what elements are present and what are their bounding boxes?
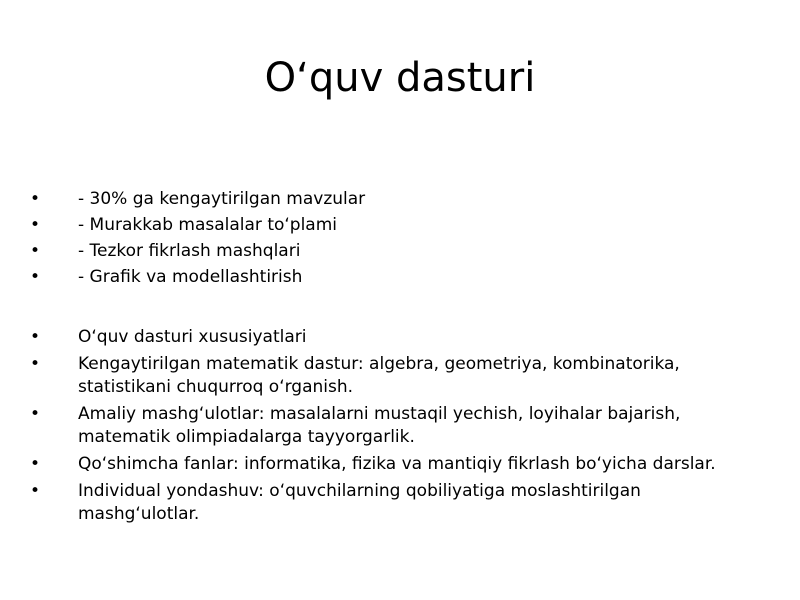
bullet-icon: • <box>30 189 41 209</box>
list-item-text: Kengaytirilgan matematik dastur: algebra, geometriya, kombinatorika, statistikani chuqurroq o‘rganish. <box>78 354 680 397</box>
bullet-icon: • <box>30 454 41 474</box>
list-item <box>0 214 800 237</box>
bullet-icon: • <box>30 241 41 261</box>
list-item-text: O‘quv dasturi xususiyatlari <box>78 327 307 347</box>
list-item <box>0 480 800 526</box>
bullet-list-program-details <box>0 326 800 530</box>
list-item <box>0 453 800 476</box>
bullet-icon: • <box>30 215 41 235</box>
list-item-text: Qo‘shimcha fanlar: informatika, fizika va mantiqiy fikrlash bo‘yicha darslar. <box>78 454 716 474</box>
bullet-list-features <box>0 188 800 292</box>
list-item <box>0 240 800 263</box>
slide-title: O‘quv dasturi <box>264 55 536 101</box>
bullet-icon: • <box>30 327 41 347</box>
list-item-text: - Grafik va modellashtirish <box>78 267 303 287</box>
list-item-text: - Tezkor fikrlash mashqlari <box>78 241 301 261</box>
list-item-text: Amaliy mashg‘ulotlar: masalalarni mustaqil yechish, loyihalar bajarish, matematik olimpiadalarga tayyorgarlik. <box>78 404 681 447</box>
list-item-text: Individual yondashuv: o‘quvchilarning qobiliyatiga moslashtirilgan mashg‘ulotlar. <box>78 481 641 524</box>
list-item <box>0 326 800 349</box>
bullet-icon: • <box>30 354 41 374</box>
bullet-icon: • <box>30 404 41 424</box>
list-item-text: - Murakkab masalalar to‘plami <box>78 215 338 235</box>
bullet-icon: • <box>30 267 41 287</box>
list-item-text: - 30% ga kengaytirilgan mavzular <box>78 189 366 209</box>
bullet-icon: • <box>30 481 41 501</box>
list-item <box>0 403 800 449</box>
list-item <box>0 353 800 399</box>
list-item <box>0 188 800 211</box>
list-item <box>0 266 800 289</box>
